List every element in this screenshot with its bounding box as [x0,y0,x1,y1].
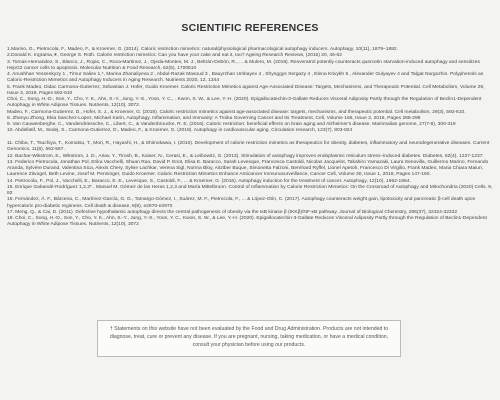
reference-item: 12. Bachar-Wikstrom, E., Wikstrom, J. D., Ariav, Y., Tirosh, B., Kaiser, N., Cerasi, E., & Leibowitz, G. (2013). Stimulation of autophagy improves endoplasmic reticulum stress–induced diabetes. Diabetes, 62(4), 1227-1237. [7,153,484,159]
reference-item: 13. Federico Pietrocola, Jonathan Pol, Erika Vacchelli, Shuan Rao, David P. Enot, Elisa E. Baracco, Sarah Levesque, Francesca Castoldi, Nicolas Jacquelot, Takahiro Yamazaki, Laura Senovilla, Guillermo Marino, Fernando Aranda, Sylvère Durand, Valentina Sica, Alexis Chery, Sylvie Lachkar, Verena Sigl, Norma Bloy, Aitziber Buque, Simonetta Falzoni, Bernhard Ryffel, Lionel Apetoh, Francesco Di Virgilio, Frank Madeo, Maria Chiara Maiuri, Laurence Zitvogel, Beth Levine, Josef M. Penninger, Guido Kroemer. Caloric Restriction Mimetics Enhance Anticancer Immunosurveillance, Cancer Cell, Volume 30, Issue 1, 2016, Pages 147-160. [7,159,489,178]
reference-item: 11. Chiba, T., Tsuchiya, T., Komatsu, T., Mori, R., Hayashi, H., & Shimokawa, I. (2010). Development of calorie restriction mimetics as therapeutics for obesity, diabetes, inflammatory and neurodegenerative diseases. Current Genomics, 11(8), 562-567. [7,141,490,153]
reference-item: 18. Choi, C., Song, H.-D., Son, Y., Cho, Y. K., Ahn, S.-Y., Jung, Y.-S., Yoon, Y. C., Kwon, S. W., & Lee, Y.-H. (2020). Epigallocatechin-3-Gallate Reduces Visceral Adiposity Partly through the Regulation of Beclin1-Dependent Autophagy in White Adipose Tissues. Nutrients, 12(10), 3072 [7,216,487,228]
reference-item: 10. Abdellatif, M., Sedej, S., Carmona-Gutierrez, D., Madeo, F., & Kroemer, G. (2018). Autophagy in cardiovascular aging. Circulation research, 123(7), 803-824 [7,128,353,134]
page-title: SCIENTIFIC REFERENCES [181,22,319,34]
fda-disclaimer-box [97,320,401,357]
references-list [7,47,494,229]
reference-item: 3. Tomas-Hernandez, S., Blanco, J., Rojas, C., Roca-Martinez, J., Ojeda-Montes, M. J., Beltrán-Debón, R., ... & Mulero, M. (2018). Resveratrol potently counteracts quercetin starvation-induced autophagy and sensitizes HepG2 cancer cells to apoptosis. Molecular Nutrition & Food Research, 62(5), 1700610 [7,59,480,71]
reference-item: 14. Pietrocola, F., Pol, J., Vacchelli, E., Baracco, E. E., Levesque, S., Castoldi, F., ... & Kroemer, G. (2016). Autophagy induction for the treatment of cancer. Autophagy, 12(10), 1962-1964. [7,178,411,184]
reference-item: Madeo, F., Carmona-Gutierrez, D., Hofer, S. J., & Kroemer, G. (2019). Caloric restriction mimetics against age-associated disease: targets, mechanisms, and therapeutic potential. Cell metabolism, 29(3), 592-610. [7,109,466,115]
reference-item: Choi, C., Song, H.-D., Son, Y., Cho, Y. K., Ahn, S.-Y., Jung, Y.-S., Yoon, Y. C., . Kwon, S. W., & Lee, Y.-H. (2020). Epigallocatechin-3-Gallate Reduces Visceral Adiposity Partly through the Regulation of Beclin1-Dependent Autophagy in White Adipose Tissues. Nutrients, 12(10), 3072. [7,97,482,109]
reference-item: 2.Donald K. Ingrama,∗, George S. Roth. Calorie restriction mimetics: Can you have your cake and eat it, too? Ageing Research Reviews, (2015) 20, 46-62 [7,53,342,59]
reference-item: 1.Marino, G., Pietrocola, F., Madeo, F., & Kroemer, G. (2014). Caloric restriction mimetics: natural/physiological pharmacological autophagy inducers. Autophagy, 10(11), 1879–1882. [7,47,398,52]
reference-item: 16. Fernández, Á. F., Bárcena, C., Martínez-García, G. G., Tamargo-Gómez, I., Suárez, M. F., Pietrocola, F., ... & López-Otín, C. (2017). Autophagy counteracts weight gain, lipotoxicity and pancreatic β-cell death upon hypercaloric pro-diabetic regimens. Cell death & disease, 8(8), e2970-e2970 [7,197,476,209]
reference-item: 17. Meng, Q., & Cai, D. (2011). Defective hypothalamic autophagy directs the central pathogenesis of obesity via the IκB kinase β (IKKβ)/NF-κB pathway. Journal of Biological Chemistry, 286(37), 32324-32332 [7,209,458,215]
disclaimer-text: † Statements on this website have not been evaluated by the Food and Drug Administration. Products are not intended to diagnose, treat, cure or prevent any disease. If you are pregnant, nursing, taking medication, or have a medical condition, consult your physician before using our products. [109,326,389,348]
reference-item: 8. Zhenyu Zhong, Ekia Sanchez-Lopez, Michael Karin, Autophagy, Inflammation, and Immunity: A Troika Governing Cancer and Its Treatment, Cell, Volume 166, Issue 2, 2016, Pages 288-298 [7,115,421,121]
reference-item: 4. Anushhan Yessenkyzy 1 , Timur Saliev 1,*, Marina Zhanaliyeva 2 , Abdul-Razak Masoud 3 , Bauyrzhan Umbayev 4 , Shynggys Sergazy 4 , Elena Krivykh 5 , Alexander Gulyayev 4 and Talgat Nurgozhin. Polyphenols as Caloric-Restriction Mimetics and Autophagy Inducers in Aging Research. Nutrients 2020, 12, 1344 [7,72,484,84]
reference-item: 9. Van Cauwenberghe, C., Vandendriessche, C., Libert, C., & Vandenbroucke, R. E. (2016). Caloric restriction: beneficial effects on brain aging and Alzheimer's disease. Mammalian genome, 27(7-8), 300-319 [7,122,456,127]
reference-item: 15. Enrique Gabandé-Rodríguez 1,2,3* , Manuel M. Gómez de las Heras 1,2,3 and María Mittelbrunn. Control of Inflammation by Calorie Restriction Mimetics: On the Crossroad of Autophagy and Mitochondria (2020) Cells, 9, 82 [7,184,493,196]
reference-item: 5. Frank Madeo, Didac Carmona-Gutierrez, Sebastian J. Hofer, Guido Kroemer. Caloric Restriction Mimetics against Age-Associated Disease: Targets, Mechanisms, and Therapeutic Potential. Cell Metabolism, Volume 29, Issue 3, 2019, Pages 592-610 [7,84,485,96]
